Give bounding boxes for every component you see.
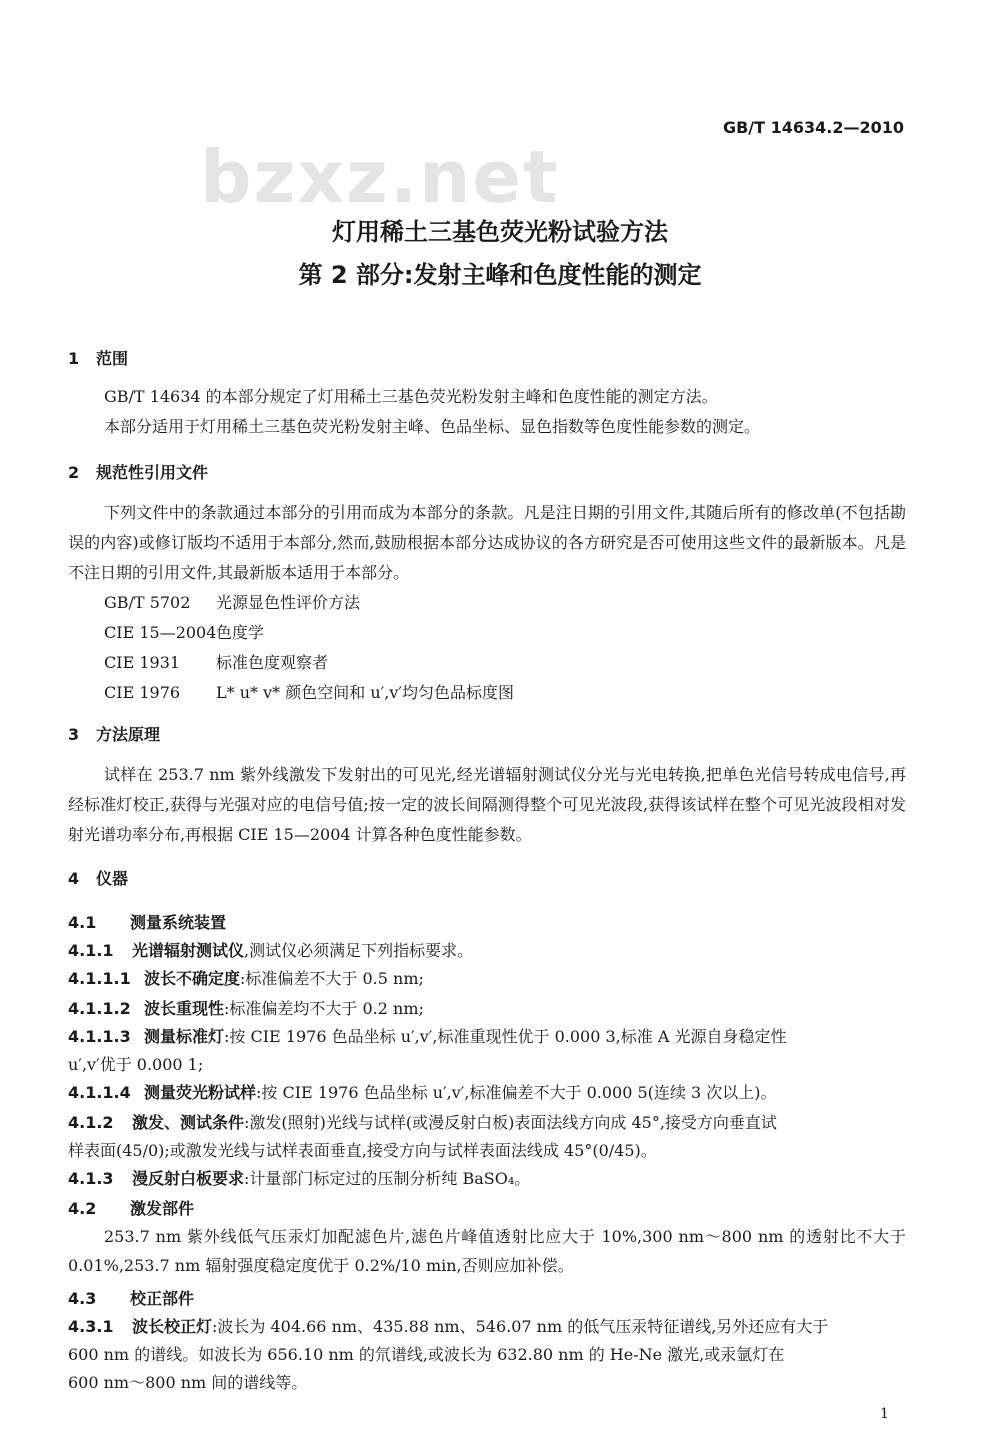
clause-text: :按 CIE 1976 色品坐标 u′,v′,标准偏差不大于 0.000 5(连续 3 次以上)。 bbox=[256, 1083, 777, 1102]
clause-text: :波长为 404.66 nm、435.88 nm、546.07 nm 的低气压汞特征谱线,另外还应有大于 bbox=[212, 1317, 829, 1336]
clause-number: 4.1.2 bbox=[68, 1113, 114, 1132]
clause-number: 4.3.1 bbox=[68, 1317, 114, 1336]
clause-number: 4.1.1 bbox=[68, 941, 114, 960]
clause-text: :计量部门标定过的压制分析纯 BaSO₄。 bbox=[244, 1169, 531, 1188]
clause-label: 光谱辐射测试仪 bbox=[132, 941, 245, 960]
clause-4-1-1 bbox=[68, 938, 473, 961]
reference-item bbox=[104, 590, 360, 613]
clause-text: :标准偏差不大于 0.5 nm; bbox=[240, 969, 424, 988]
clause-text: :标准偏差均不大于 0.2 nm; bbox=[224, 999, 424, 1018]
clause-number: 4.1.1.1 bbox=[68, 969, 131, 988]
clause-number: 4.1.1.4 bbox=[68, 1083, 131, 1102]
paragraph: 下列文件中的条款通过本部分的引用而成为本部分的条款。凡是注日期的引用文件,其随后所有的修改单(不包括勘误的内容)或修订版均不适用于本部分,然而,鼓励根据本部分达成协议的各方研究是否可使用这些文件的最新版本。凡是不注日期的引用文件,其最新版本适用于本部分。 bbox=[68, 503, 906, 582]
section-number: 1 bbox=[68, 349, 80, 368]
clause-4-1-1-1 bbox=[68, 966, 424, 989]
section-title: 规范性引用文件 bbox=[96, 463, 209, 482]
section-number: 3 bbox=[68, 725, 80, 744]
clause-4-1-3 bbox=[68, 1166, 530, 1189]
reference-item bbox=[104, 620, 264, 643]
reference-title: L* u* v* 颜色空间和 u′,v′均匀色品标度图 bbox=[216, 683, 515, 702]
subsection-4-3-heading bbox=[68, 1286, 194, 1309]
clause-continuation: 600 nm 的谱线。如波长为 656.10 nm 的氘谱线,或波长为 632.80 nm 的 He-Ne 激光,或汞氩灯在 bbox=[68, 1345, 785, 1364]
section-title: 校正部件 bbox=[130, 1289, 195, 1308]
reference-code: CIE 1931 bbox=[104, 653, 181, 672]
section-1-heading bbox=[68, 346, 128, 369]
document-subtitle: 第 2 部分:发射主峰和色度性能的测定 bbox=[298, 261, 702, 289]
standard-code: GB/T 14634.2—2010 bbox=[722, 118, 904, 137]
paragraph: 本部分适用于灯用稀土三基色荧光粉发射主峰、色品坐标、显色指数等色度性能参数的测定。 bbox=[104, 417, 761, 436]
clause-label: 测量标准灯 bbox=[144, 1027, 225, 1046]
section-title: 仪器 bbox=[96, 869, 129, 888]
clause-text: :按 CIE 1976 色品坐标 u′,v′,标准重现性优于 0.000 3,标准 A 光源自身稳定性 bbox=[224, 1027, 787, 1046]
reference-code: CIE 15—2004 bbox=[104, 623, 217, 642]
clause-continuation: 600 nm～800 nm 间的谱线等。 bbox=[68, 1373, 308, 1392]
paragraph: 253.7 nm 紫外线低气压汞灯加配滤色片,滤色片峰值透射比应大于 10%,300 nm～800 nm 的透射比不大于 0.01%,253.7 nm 辐射强度稳定度优于 0.2%/10 min,否则应加补偿。 bbox=[68, 1227, 906, 1275]
section-number: 4.2 bbox=[68, 1199, 97, 1218]
reference-item bbox=[104, 650, 328, 673]
clause-4-1-1-3 bbox=[68, 1024, 786, 1047]
clause-4-1-1-2 bbox=[68, 996, 424, 1019]
clause-label: 激发、测试条件 bbox=[132, 1113, 245, 1132]
reference-code: CIE 1976 bbox=[104, 683, 181, 702]
clause-label: 波长校正灯 bbox=[132, 1317, 213, 1336]
section-number: 4.3 bbox=[68, 1289, 97, 1308]
section-title: 范围 bbox=[96, 349, 129, 368]
subsection-4-1-heading bbox=[68, 910, 226, 933]
clause-continuation: 样表面(45/0);或激发光线与试样表面垂直,接受方向与试样表面法线成 45°(0/45)。 bbox=[68, 1141, 657, 1160]
clause-4-1-1-4 bbox=[68, 1080, 777, 1103]
clause-text: :激发(照射)光线与试样(或漫反射白板)表面法线方向成 45°,接受方向垂直试 bbox=[244, 1113, 777, 1132]
reference-title: 色度学 bbox=[216, 623, 265, 642]
section-title: 方法原理 bbox=[96, 725, 161, 744]
subsection-4-2-heading bbox=[68, 1196, 194, 1219]
section-2-heading bbox=[68, 460, 208, 483]
section-title: 测量系统装置 bbox=[130, 913, 227, 932]
clause-4-1-2 bbox=[68, 1110, 777, 1133]
document-title: 灯用稀土三基色荧光粉试验方法 bbox=[332, 218, 668, 246]
clause-label: 测量荧光粉试样 bbox=[144, 1083, 257, 1102]
paragraph: GB/T 14634 的本部分规定了灯用稀土三基色荧光粉发射主峰和色度性能的测定方法。 bbox=[104, 387, 718, 406]
clause-continuation: u′,v′优于 0.000 1; bbox=[68, 1055, 204, 1074]
paragraph: 试样在 253.7 nm 紫外线激发下发射出的可见光,经光谱辐射测试仪分光与光电转换,把单色光信号转成电信号,再经标准灯校正,获得与光强对应的电信号值;按一定的波长间隔测得整个可见光波段,获得该试样在整个可见光波段相对发射光谱功率分布,再根据 CIE 15—2004 计算各种色度性能参数。 bbox=[68, 765, 906, 844]
clause-text: ,测试仪必须满足下列指标要求。 bbox=[244, 941, 474, 960]
reference-title: 光源显色性评价方法 bbox=[216, 593, 361, 612]
section-3-heading bbox=[68, 722, 160, 745]
clause-label: 波长重现性 bbox=[144, 999, 225, 1018]
page-number: 1 bbox=[880, 1406, 889, 1422]
clause-label: 漫反射白板要求 bbox=[132, 1169, 245, 1188]
clause-4-3-1 bbox=[68, 1314, 828, 1337]
clause-number: 4.1.1.2 bbox=[68, 999, 131, 1018]
clause-label: 波长不确定度 bbox=[144, 969, 241, 988]
section-number: 4.1 bbox=[68, 913, 97, 932]
section-title: 激发部件 bbox=[130, 1199, 195, 1218]
clause-number: 4.1.1.3 bbox=[68, 1027, 131, 1046]
reference-item bbox=[104, 680, 514, 703]
reference-code: GB/T 5702 bbox=[104, 593, 191, 612]
watermark: bzxz.net bbox=[200, 135, 560, 219]
clause-number: 4.1.3 bbox=[68, 1169, 114, 1188]
section-number: 4 bbox=[68, 869, 80, 888]
section-4-heading bbox=[68, 866, 128, 889]
section-number: 2 bbox=[68, 463, 80, 482]
reference-title: 标准色度观察者 bbox=[216, 653, 329, 672]
